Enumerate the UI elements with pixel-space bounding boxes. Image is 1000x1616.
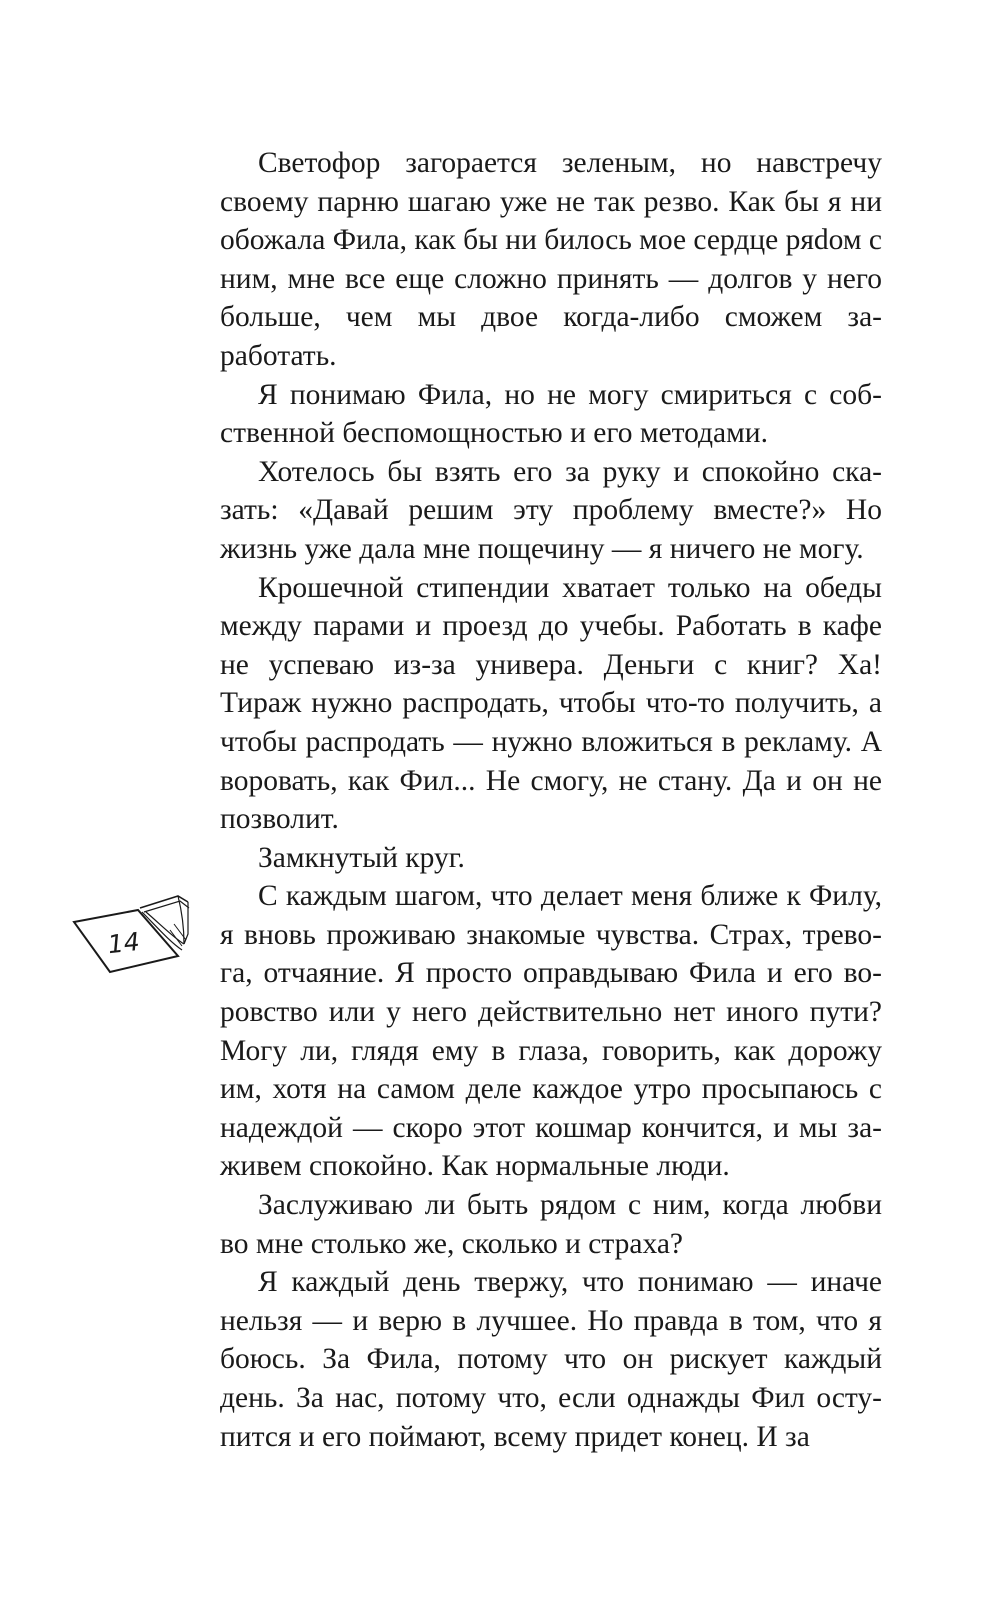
paragraph-3: Хотелось бы взять его за руку и спокойно сказать: «Давай решим эту проблему вместе?» Но жизнь уже дала мне пощечину — я ничего не могу. — [220, 455, 882, 565]
book-page-icon — [70, 890, 200, 990]
paragraph-4: Крошечной стипендии хватает только на обеды между парами и проезд до учебы. Работать в кафе не успеваю из-за универа. Деньги с книг? Ха! Тираж нужно распродать, чтобы что-то получить, а чтобы распродать — нужно вложиться в рекламу. А воровать, как Фил... Не смогу, не стану. Да и он не позволит. — [220, 571, 882, 836]
paragraph-1: Светофор загорается зеленым, но навстречу своему парню шагаю уже не так резво. Как бы я ни обожала Фила, как бы ни билось мое сердце ряdом с ним, мне все еще сложно принять — долгов у него больше, чем мы двое когда-либо сможем заработать. — [220, 147, 882, 372]
body-text — [220, 144, 882, 1456]
paragraph-5: Замкнутый круг. — [258, 841, 465, 874]
page-number-marker — [70, 890, 200, 990]
paragraph-6: С каждым шагом, что делает меня ближе к Филу, я вновь проживаю знакомые чувства. Страх, тревога, отчаяние. Я просто оправдываю Фила и его воровство или у него действительно нет иного пути? Могу ли, глядя ему в глаза, говорить, как дорожу им, хотя на самом деле каждое утро просыпаюсь с надеждой — скоро этот кошмар кончится, и мы заживем спокойно. Как нормальные люди. — [220, 880, 882, 1183]
page-number: 14 — [106, 927, 142, 960]
paragraph-8: Я каждый день твержу, что понимаю — иначе нельзя — и верю в лучшее. Но правда в том, что я боюсь. За Фила, потому что он рискует каждый день. За нас, потому что, если однажды Фил оступится и его поймают, всему придет конец. И за — [220, 1266, 882, 1453]
paragraph-2: Я понимаю Фила, но не могу смириться с собственной беспомощностью и его методами. — [220, 378, 882, 450]
paragraph-7: Заслуживаю ли быть рядом с ним, когда любви во мне столько же, сколько и страха? — [220, 1189, 882, 1260]
